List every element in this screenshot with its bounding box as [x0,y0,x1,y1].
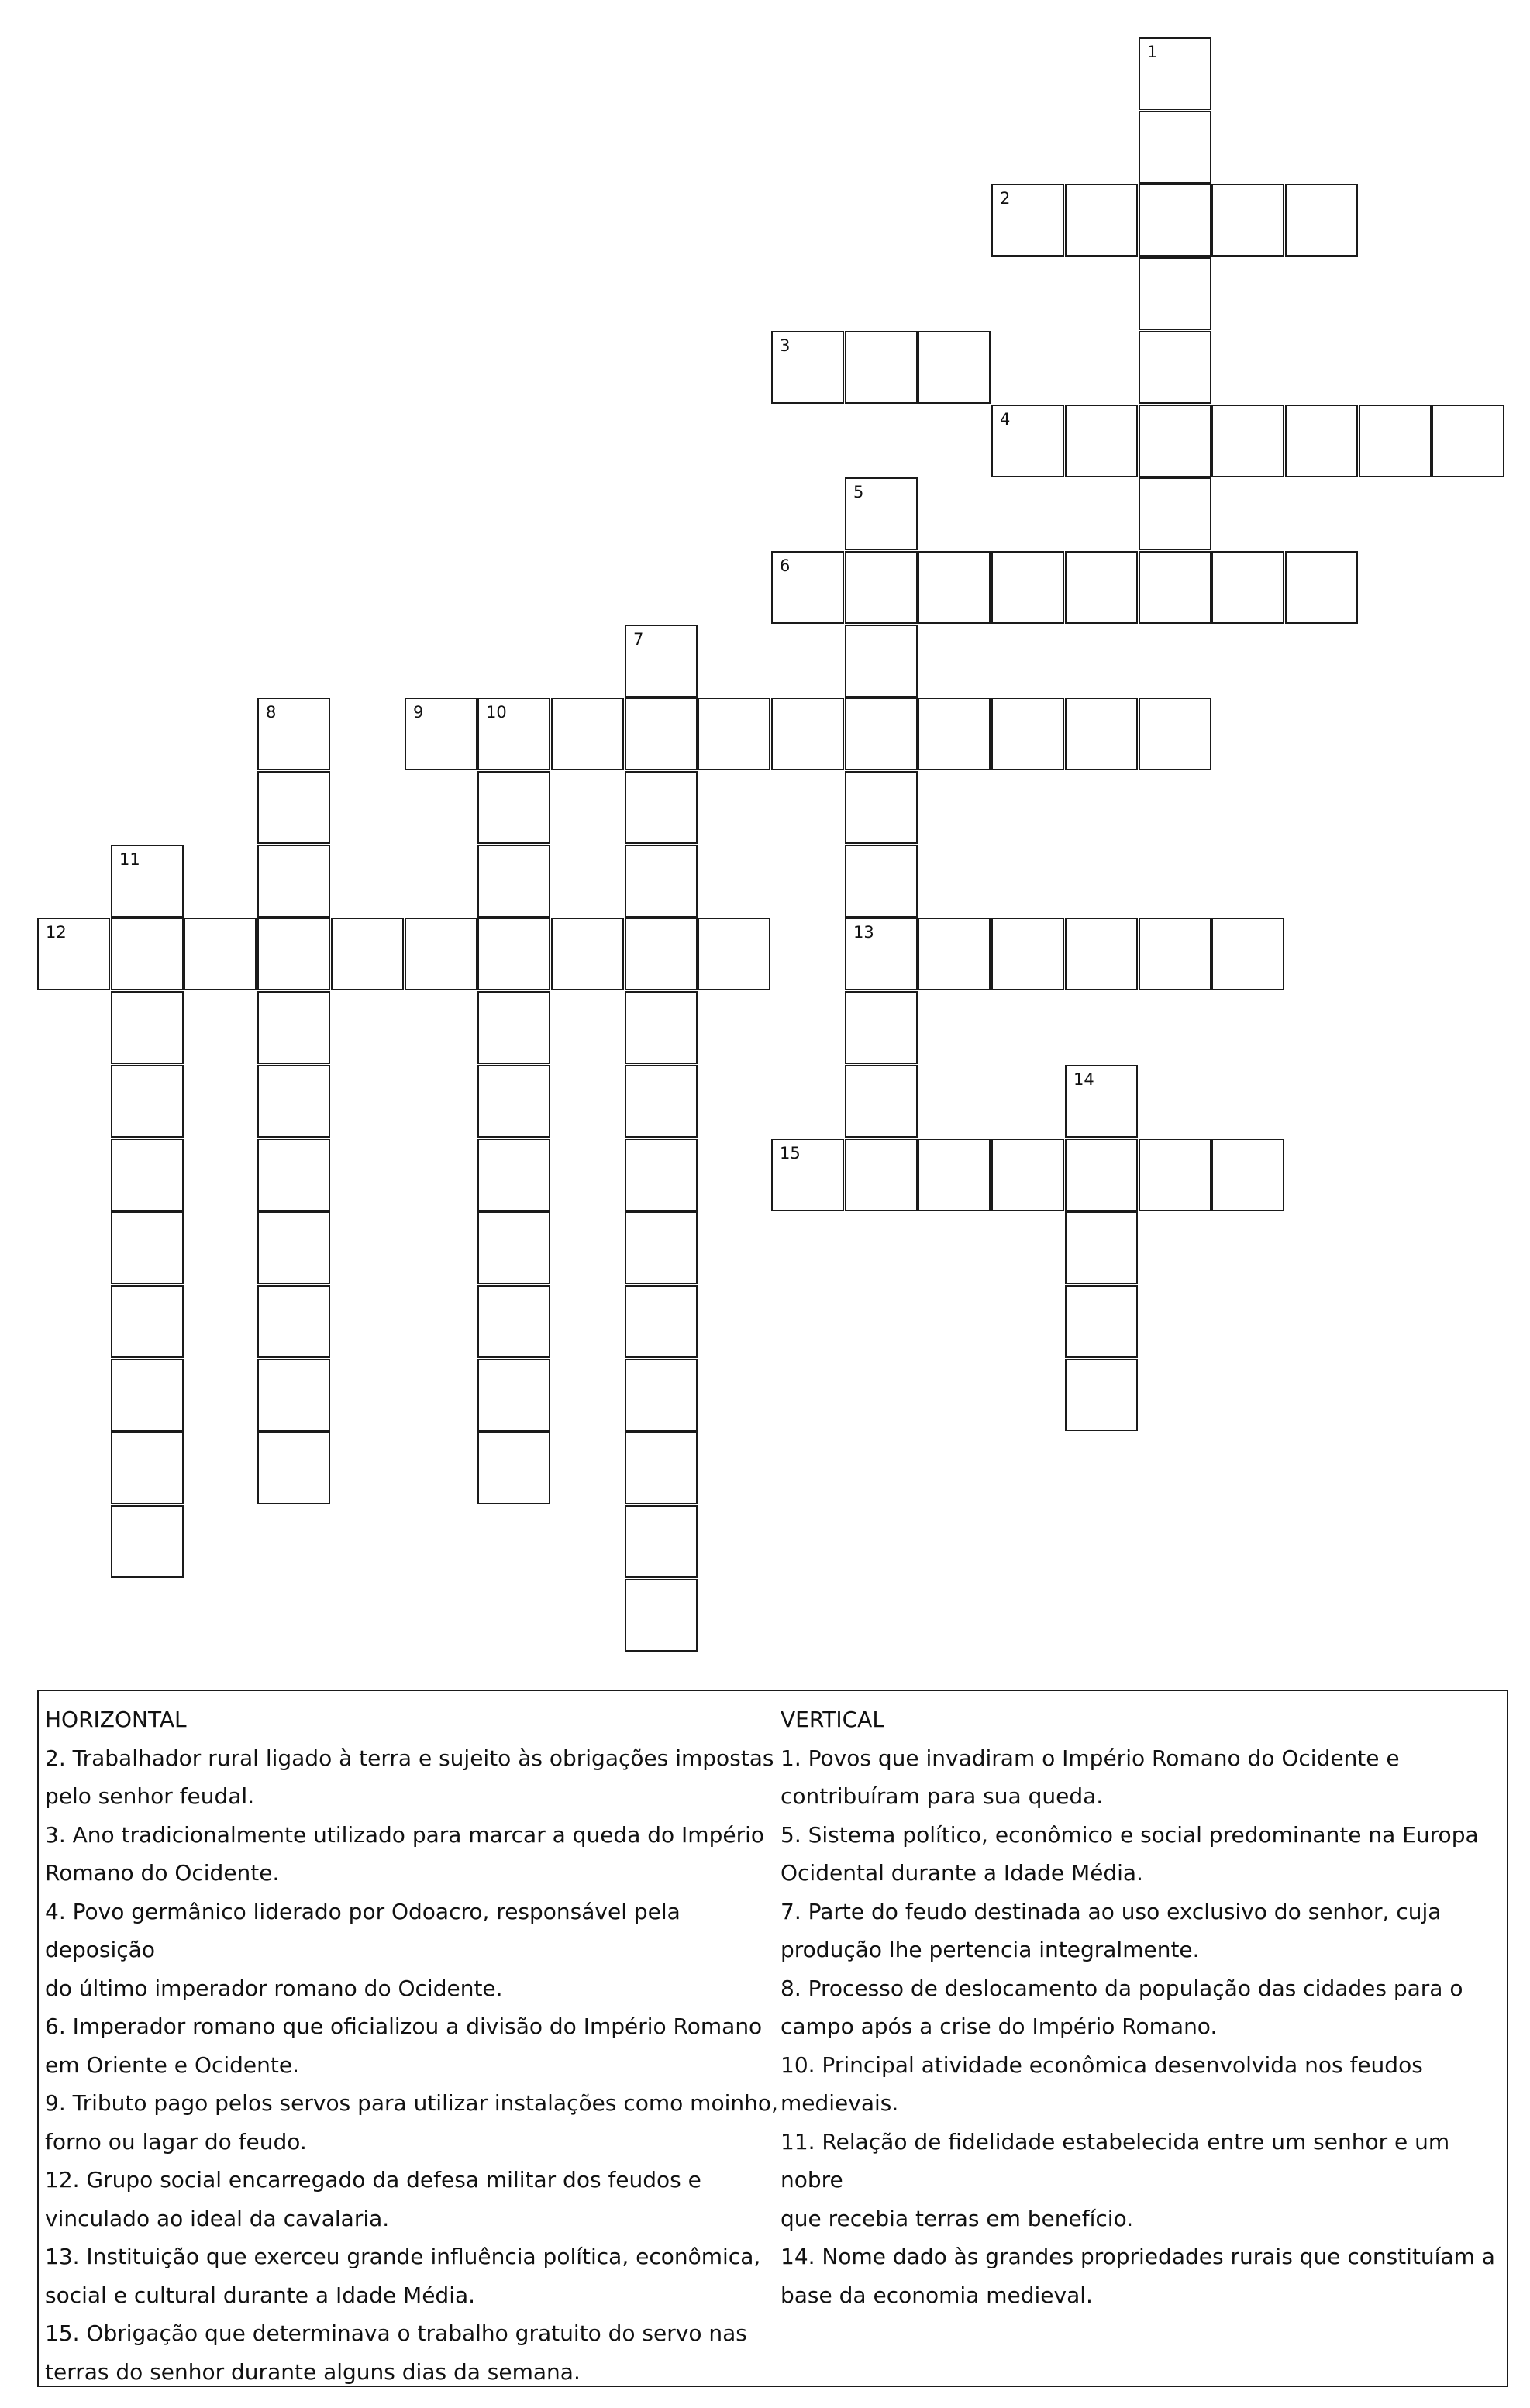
crossword-cell[interactable] [845,331,918,404]
crossword-cell[interactable] [1359,405,1432,477]
clue-line: 10. Principal atividade econômica desenvolvida nos feudos [781,2051,1423,2078]
crossword-cell[interactable] [477,771,550,844]
crossword-cell[interactable] [845,477,918,550]
crossword-cell[interactable] [257,1285,330,1358]
clue-number: 9 [413,703,424,722]
clue-line: 8. Processo de deslocamento da população das cidades para o [781,1975,1463,2001]
crossword-cell[interactable] [1139,331,1211,404]
crossword-cell[interactable] [991,698,1064,770]
crossword-cell[interactable] [625,771,698,844]
clue-line: produção lhe pertencia integralmente. [781,1937,1200,1962]
crossword-cell[interactable] [918,1139,991,1211]
crossword-cell[interactable] [1285,184,1358,257]
crossword-cell[interactable] [845,625,918,698]
crossword-cell[interactable] [1211,918,1284,990]
crossword-cell[interactable] [257,1065,330,1138]
crossword-cell[interactable] [111,1211,184,1284]
clue-line: 9. Tributo pago pelos servos para utilizar instalações como moinho, [45,2090,778,2116]
crossword-cell[interactable] [111,1065,184,1138]
crossword-cell[interactable] [405,918,477,990]
crossword-cell[interactable] [771,331,844,404]
crossword-cell[interactable] [845,845,918,918]
crossword-cell[interactable] [1065,1359,1138,1431]
crossword-cell[interactable] [845,1139,918,1211]
crossword-cell[interactable] [625,918,698,990]
crossword-cell[interactable] [405,698,477,770]
crossword-cell[interactable] [1065,1065,1138,1138]
crossword-cell[interactable] [477,1139,550,1211]
crossword-cell[interactable] [111,1359,184,1431]
crossword-cell[interactable] [625,625,698,698]
crossword-cell[interactable] [845,771,918,844]
clue-number: 13 [853,923,874,942]
crossword-cell[interactable] [257,991,330,1064]
clue-line: base da economia medieval. [781,2282,1093,2308]
crossword-cell[interactable] [1139,37,1211,110]
crossword-cell[interactable] [625,1431,698,1504]
crossword-cell[interactable] [1432,405,1504,477]
clue-line: que recebia terras em benefício. [781,2205,1134,2231]
crossword-cell[interactable] [477,991,550,1064]
crossword-cell[interactable] [257,845,330,918]
crossword-cell[interactable] [1139,918,1211,990]
clue-line: 1. Povos que invadiram o Império Romano do Ocidente e [781,1745,1400,1771]
horizontal-clues [45,1700,781,2391]
crossword-cell[interactable] [625,1359,698,1431]
crossword-cell[interactable] [111,918,184,990]
clue-line: 13. Instituição que exerceu grande influência política, econômica, [45,2244,761,2269]
crossword-cell[interactable] [477,1065,550,1138]
crossword-cell[interactable] [771,551,844,624]
crossword-cell[interactable] [1065,1285,1138,1358]
crossword-cell[interactable] [845,918,918,990]
crossword-cell[interactable] [1139,257,1211,330]
crossword-cell[interactable] [1139,405,1211,477]
crossword-cell[interactable] [625,991,698,1064]
crossword-cell[interactable] [477,1285,550,1358]
clue-line: 5. Sistema político, econômico e social predominante na Europa [781,1821,1479,1848]
clue-number: 3 [780,336,791,355]
clue-number: 4 [1000,410,1011,429]
crossword-cell[interactable] [1139,551,1211,624]
clue-number: 6 [780,556,791,575]
crossword-cell[interactable] [918,331,991,404]
crossword-cell[interactable] [1211,405,1284,477]
crossword-cell[interactable] [1139,1139,1211,1211]
crossword-cell[interactable] [991,184,1064,257]
crossword-cell[interactable] [1139,184,1211,257]
crossword-cell[interactable] [1285,551,1358,624]
clue-line: 3. Ano tradicionalmente utilizado para marcar a queda do Império [45,1821,765,1848]
clue-line: pelo senhor feudal. [45,1783,255,1809]
crossword-cell[interactable] [1065,184,1138,257]
crossword-cell[interactable] [918,698,991,770]
clue-line: campo após a crise do Império Romano. [781,2014,1218,2039]
crossword-cell[interactable] [625,1505,698,1578]
crossword-cell[interactable] [918,551,991,624]
crossword-cell[interactable] [477,845,550,918]
crossword-cell[interactable] [845,1065,918,1138]
crossword-cell[interactable] [991,405,1064,477]
crossword-cell[interactable] [625,845,698,918]
clue-line: do último imperador romano do Ocidente. [45,1975,503,2001]
crossword-cell[interactable] [257,698,330,770]
crossword-cell[interactable] [551,918,624,990]
crossword-cell[interactable] [257,771,330,844]
crossword-cell[interactable] [257,918,330,990]
crossword-cell[interactable] [1211,551,1284,624]
crossword-cell[interactable] [1065,1139,1138,1211]
crossword-cell[interactable] [625,1139,698,1211]
crossword-cell[interactable] [1065,405,1138,477]
crossword-cell[interactable] [771,1139,844,1211]
crossword-cell[interactable] [625,698,698,770]
crossword-cell[interactable] [1211,184,1284,257]
crossword-cell[interactable] [1211,1139,1284,1211]
crossword-cell[interactable] [625,1065,698,1138]
crossword-cell[interactable] [111,1431,184,1504]
vertical-clues [781,1700,1501,2314]
crossword-cell[interactable] [1285,405,1358,477]
crossword-cell[interactable] [1139,111,1211,184]
crossword-cell[interactable] [771,698,844,770]
clue-line: Ocidental durante a Idade Média. [781,1860,1143,1886]
clue-line: 6. Imperador romano que oficializou a divisão do Império Romano [45,2014,763,2039]
clue-number: 8 [266,703,277,722]
crossword-cell[interactable] [477,1359,550,1431]
crossword-cell[interactable] [257,1211,330,1284]
crossword-cell[interactable] [625,1579,698,1652]
crossword-cell[interactable] [1065,1211,1138,1284]
clue-line: medievais. [781,2090,899,2116]
crossword-cell[interactable] [257,1359,330,1431]
clue-line: terras do senhor durante alguns dias da semana. [45,2358,581,2385]
crossword-cell[interactable] [111,845,184,918]
clue-line: 4. Povo germânico liderado por Odoacro, responsável pela deposição [45,1898,681,1962]
horizontal-heading: HORIZONTAL [45,1707,187,1732]
crossword-cell[interactable] [257,1431,330,1504]
crossword-cell[interactable] [111,991,184,1064]
crossword-cell[interactable] [551,698,624,770]
crossword-cell[interactable] [111,1139,184,1211]
clue-line: em Oriente e Ocidente. [45,2051,300,2078]
crossword-cell[interactable] [991,1139,1064,1211]
vertical-heading: VERTICAL [781,1707,884,1732]
clue-line: 14. Nome dado às grandes propriedades rurais que constituíam a [781,2244,1495,2269]
crossword-cell[interactable] [111,1285,184,1358]
clue-number: 2 [1000,189,1011,208]
clue-line: 7. Parte do feudo destinada ao uso exclusivo do senhor, cuja [781,1898,1442,1924]
crossword-cell[interactable] [698,698,770,770]
clue-line: 15. Obrigação que determinava o trabalho gratuito do servo nas [45,2320,747,2346]
crossword-cell[interactable] [845,991,918,1064]
clue-line: 11. Relação de fidelidade estabelecida entre um senhor e um nobre [781,2128,1450,2193]
crossword-cell[interactable] [477,1431,550,1504]
clue-number: 7 [633,630,644,649]
crossword-cell[interactable] [625,1285,698,1358]
clue-line: social e cultural durante a Idade Média. [45,2282,476,2308]
clue-number: 5 [853,483,864,501]
clue-number: 1 [1147,43,1158,61]
crossword-cell[interactable] [477,698,550,770]
clue-number: 10 [486,703,507,722]
crossword-cell[interactable] [331,918,404,990]
clue-number: 11 [119,850,140,869]
clue-line: Romano do Ocidente. [45,1860,280,1886]
clue-line: 2. Trabalhador rural ligado à terra e sujeito às obrigações impostas [45,1745,774,1771]
clue-line: forno ou lagar do feudo. [45,2128,307,2155]
clues-box [37,1690,1508,2387]
crossword-cell[interactable] [625,1211,698,1284]
crossword-cell[interactable] [845,698,918,770]
clue-number: 14 [1073,1070,1094,1089]
crossword-cell[interactable] [184,918,257,990]
clue-line: 12. Grupo social encarregado da defesa militar dos feudos e [45,2167,701,2193]
clue-number: 12 [46,923,67,942]
crossword-cell[interactable] [1065,918,1138,990]
crossword-cell[interactable] [257,1139,330,1211]
crossword-cell[interactable] [37,918,110,990]
clue-line: vinculado ao ideal da cavalaria. [45,2205,390,2231]
crossword-cell[interactable] [477,918,550,990]
crossword-cell[interactable] [845,551,918,624]
crossword-cell[interactable] [698,918,770,990]
crossword-cell[interactable] [477,1211,550,1284]
crossword-cell[interactable] [1139,698,1211,770]
crossword-cell[interactable] [918,918,991,990]
crossword-cell[interactable] [1065,698,1138,770]
crossword-cell[interactable] [991,551,1064,624]
crossword-cell[interactable] [1065,551,1138,624]
clue-line: contribuíram para sua queda. [781,1783,1104,1809]
crossword-cell[interactable] [1139,477,1211,550]
crossword-cell[interactable] [111,1505,184,1578]
crossword-cell[interactable] [991,918,1064,990]
clue-number: 15 [780,1144,801,1163]
